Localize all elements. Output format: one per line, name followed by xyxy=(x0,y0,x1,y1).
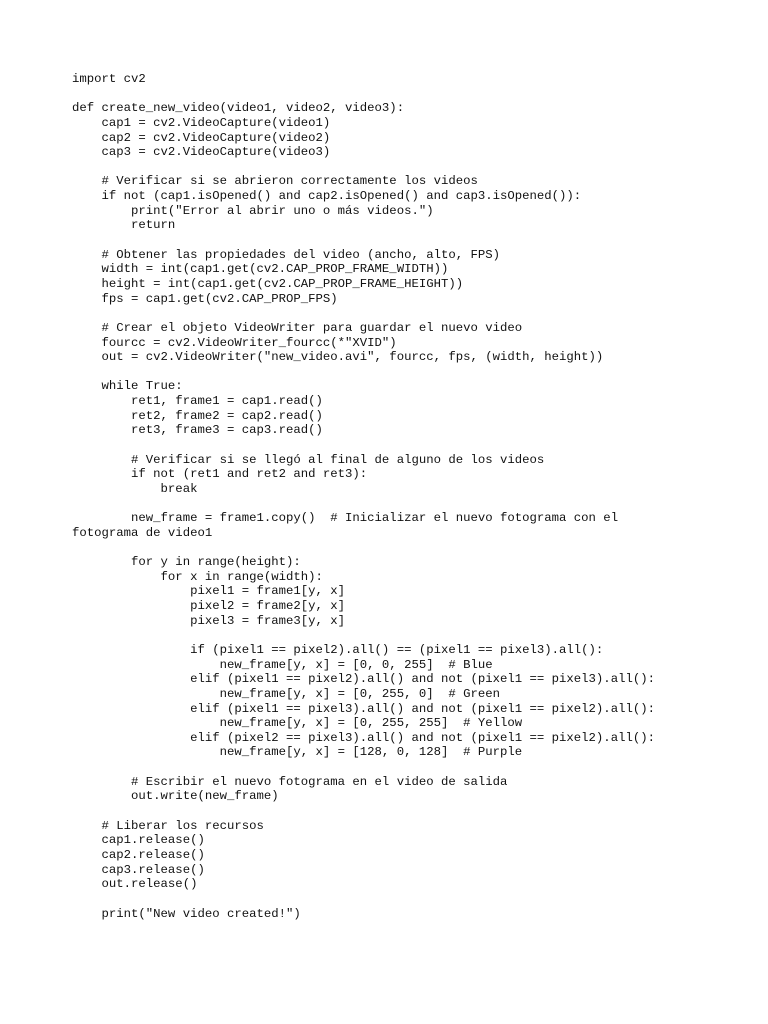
blank-line xyxy=(72,160,732,175)
code-line: ret1, frame1 = cap1.read() xyxy=(72,394,323,409)
code-line: new_frame[y, x] = [0, 255, 0] # Green xyxy=(72,686,501,701)
code-line: break xyxy=(72,481,198,496)
code-line: ret3, frame3 = cap3.read() xyxy=(72,423,323,438)
code-line: cap3 = cv2.VideoCapture(video3) xyxy=(72,145,331,160)
code-line: new_frame[y, x] = [0, 0, 255] # Blue xyxy=(72,657,493,672)
code-line: out = cv2.VideoWriter("new_video.avi", fourcc, fps, (width, height)) xyxy=(72,350,604,365)
blank-line xyxy=(72,438,732,453)
code-line: pixel1 = frame1[y, x] xyxy=(72,584,346,599)
code-line: width = int(cap1.get(cv2.CAP_PROP_FRAME_WIDTH)) xyxy=(72,262,449,277)
code-line: for x in range(width): xyxy=(72,569,323,584)
code-line: ret2, frame2 = cap2.read() xyxy=(72,408,323,423)
code-line: import cv2 xyxy=(72,72,146,86)
code-line: if not (cap1.isOpened() and cap2.isOpened() and cap3.isOpened()): xyxy=(72,189,582,204)
code-line: # Escribir el nuevo fotograma en el video de salida xyxy=(72,774,508,789)
code-line: cap1 = cv2.VideoCapture(video1) xyxy=(72,115,331,130)
code-line: for y in range(height): xyxy=(72,555,301,570)
blank-line xyxy=(72,628,732,643)
code-line: # Obtener las propiedades del video (ancho, alto, FPS) xyxy=(72,247,501,262)
code-line: if not (ret1 and ret2 and ret3): xyxy=(72,467,368,482)
code-line: while True: xyxy=(72,379,183,394)
code-line: out.write(new_frame) xyxy=(72,789,279,804)
code-line: fps = cap1.get(cv2.CAP_PROP_FPS) xyxy=(72,291,338,306)
blank-line xyxy=(72,306,732,321)
blank-line xyxy=(72,892,732,907)
blank-line xyxy=(72,497,732,512)
code-line: new_frame[y, x] = [128, 0, 128] # Purple xyxy=(72,745,523,760)
code-line: elif (pixel2 == pixel3).all() and not (pixel1 == pixel2).all(): xyxy=(72,730,655,745)
code-line: out.release() xyxy=(72,877,198,892)
code-line: print("New video created!") xyxy=(72,906,301,921)
blank-line xyxy=(72,87,732,102)
code-line: def create_new_video(video1, video2, video3): xyxy=(72,101,405,116)
code-line: height = int(cap1.get(cv2.CAP_PROP_FRAME_HEIGHT)) xyxy=(72,276,464,291)
code-line: cap2.release() xyxy=(72,847,205,862)
code-line: print("Error al abrir uno o más videos.") xyxy=(72,203,434,218)
blank-line xyxy=(72,365,732,380)
blank-line xyxy=(72,541,732,556)
code-line: elif (pixel1 == pixel2).all() and not (pixel1 == pixel3).all(): xyxy=(72,672,655,687)
blank-line xyxy=(72,804,732,819)
code-line: # Verificar si se llegó al final de alguno de los videos xyxy=(72,452,545,467)
code-line: new_frame = frame1.copy() # Inicializar el nuevo fotograma con el xyxy=(72,511,619,526)
code-line: # Liberar los recursos xyxy=(72,818,264,833)
code-line: # Crear el objeto VideoWriter para guardar el nuevo video xyxy=(72,320,523,335)
code-line: fourcc = cv2.VideoWriter_fourcc(*"XVID") xyxy=(72,335,397,350)
code-line: fotograma de video1 xyxy=(72,525,213,540)
code-line: pixel3 = frame3[y, x] xyxy=(72,613,346,628)
code-listing xyxy=(72,72,732,921)
code-line: # Verificar si se abrieron correctamente los videos xyxy=(72,174,478,189)
code-line: elif (pixel1 == pixel3).all() and not (pixel1 == pixel2).all(): xyxy=(72,701,655,716)
code-line: if (pixel1 == pixel2).all() == (pixel1 == pixel3).all(): xyxy=(72,642,604,657)
code-line: pixel2 = frame2[y, x] xyxy=(72,599,346,614)
code-line: cap2 = cv2.VideoCapture(video2) xyxy=(72,130,331,145)
code-line: return xyxy=(72,218,176,233)
code-line: new_frame[y, x] = [0, 255, 255] # Yellow xyxy=(72,716,523,731)
code-line: cap1.release() xyxy=(72,833,205,848)
code-line: cap3.release() xyxy=(72,862,205,877)
blank-line xyxy=(72,233,732,248)
blank-line xyxy=(72,760,732,775)
